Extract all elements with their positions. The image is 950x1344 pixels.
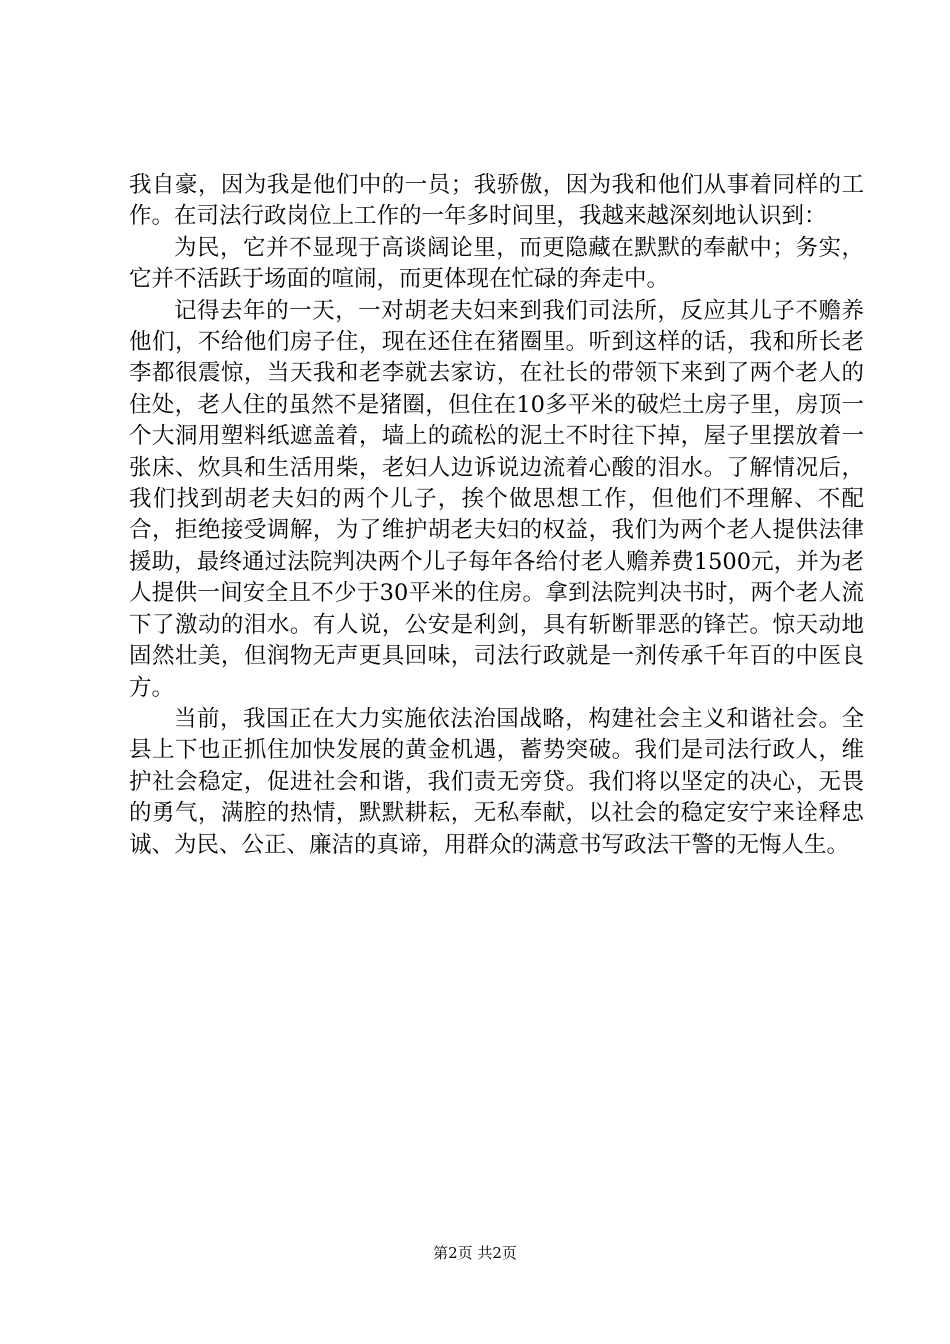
paragraph-for-the-people: 为民，它并不显现于高谈阔论里，而更隐藏在默默的奉献中；务实，它并不活跃于场面的喧闹，而更体现在忙碌的奔走中。 bbox=[129, 234, 864, 293]
paragraph-story: 记得去年的一天，一对胡老夫妇来到我们司法所，反应其儿子不赡养他们，不给他们房子住，现在还住在猪圈里。听到这样的话，我和所长老李都很震惊，当天我和老李就去家访，在社长的带领下来到了两个老人的住处，老人住的虽然不是猪圈，但住在10多平米的破烂土房子里，房顶一个大洞用塑料纸遮盖着，墙上的疏松的泥土不时往下掉，屋子里摆放着一张床、炊具和生活用柴，老妇人边诉说边流着心酸的泪水。了解情况后，我们找到胡老夫妇的两个儿子，挨个做思想工作，但他们不理解、不配合，拒绝接受调解，为了维护胡老夫妇的权益，我们为两个老人提供法律援助，最终通过法院判决两个儿子每年各给付老人赡养费1500元，并为老人提供一间安全且不少于30平米的住房。拿到法院判决书时，两个老人流下了激动的泪水。有人说，公安是利剑，具有斩断罪恶的锋芒。惊天动地固然壮美，但润物无声更具回味，司法行政就是一剂传承千年百的中医良方。 bbox=[129, 297, 864, 701]
document-body bbox=[129, 170, 864, 861]
page-number-footer: 第2页 共2页 bbox=[433, 1244, 517, 1262]
paragraph-conclusion: 当前，我国正在大力实施依法治国战略，构建社会主义和谐社会。全县上下也正抓住加快发展的黄金机遇，蓄势突破。我们是司法行政人，维护社会稳定，促进社会和谐，我们责无旁贷。我们将以坚定的决心，无畏的勇气，满腔的热情，默默耕耘，无私奉献，以社会的稳定安宁来诠释忠诚、为民、公正、廉洁的真谛，用群众的满意书写政法干警的无悔人生。 bbox=[129, 705, 864, 858]
paragraph-continuation: 我自豪，因为我是他们中的一员；我骄傲，因为我和他们从事着同样的工作。在司法行政岗位上工作的一年多时间里，我越来越深刻地认识到： bbox=[129, 172, 864, 230]
